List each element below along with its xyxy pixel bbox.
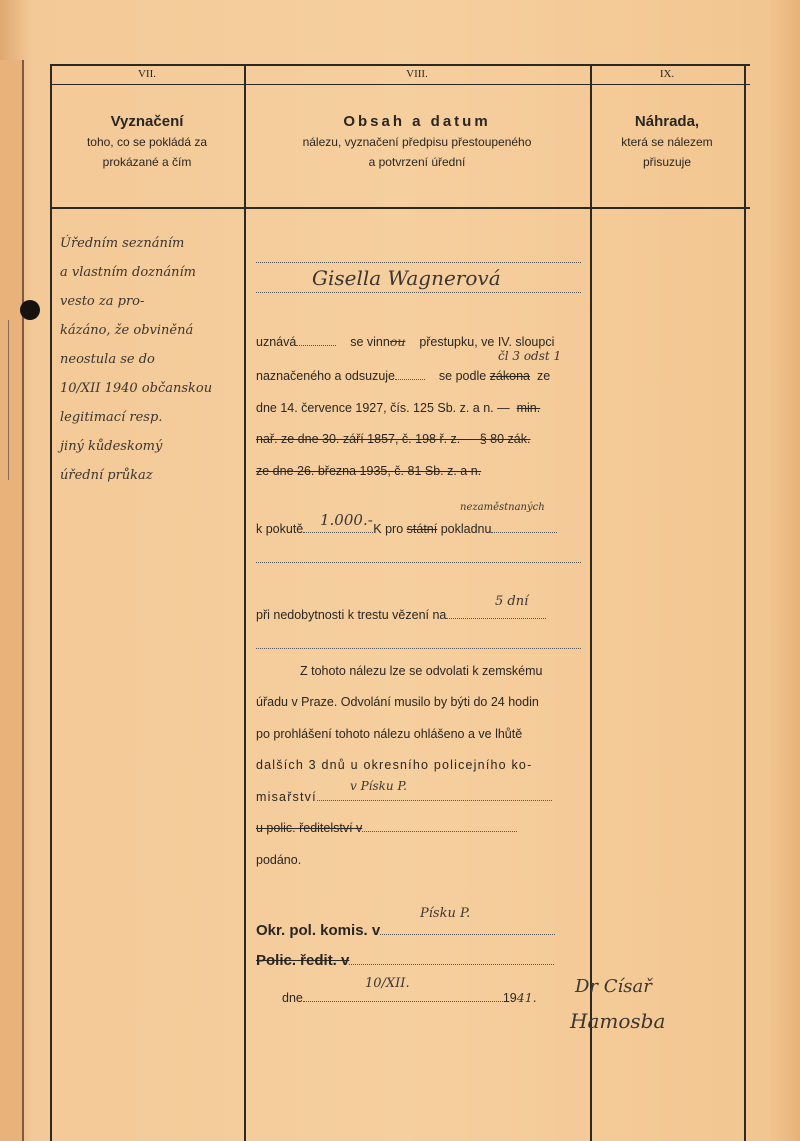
text-polic-redit: Polic. ředit. v — [256, 952, 350, 969]
column-number-vii: VII. — [137, 68, 157, 80]
handwritten-line: Úředním seznáním — [60, 236, 185, 251]
header-col9-title: Náhrada, — [634, 113, 700, 130]
text-polic-reditelstvi: u polic. ředitelství v — [256, 821, 363, 835]
line-polic-reditelstvi — [256, 821, 517, 835]
handwritten-line: 10/XII 1940 občanskou — [60, 381, 213, 396]
dotted-line — [256, 562, 581, 563]
dotted-fill — [395, 379, 425, 380]
text-min: min. — [516, 401, 541, 415]
text-k-pro: K pro — [373, 522, 404, 536]
text-okr-pol-komis: Okr. pol. komis. v — [256, 922, 381, 939]
line-zakon-1935: ze dne 26. března 1935, č. 81 Sb. z. a n. — [256, 464, 482, 478]
punch-hole — [20, 300, 40, 320]
dotted-fill — [303, 532, 373, 533]
dotted-line — [256, 292, 581, 293]
handwritten-fine-amount: 1.000.- — [320, 511, 373, 529]
handwritten-fund: nezaměstnaných — [460, 502, 545, 513]
line-datum-zakona — [256, 401, 540, 415]
column-divider-7-8 — [244, 64, 246, 1141]
text-podano: podáno. — [256, 853, 302, 867]
dotted-fill — [491, 532, 557, 533]
dotted-fill — [296, 345, 336, 346]
dotted-fill — [349, 964, 554, 965]
text-podle: se podle — [438, 369, 487, 383]
dotted-fill — [446, 618, 546, 619]
dotted-fill — [362, 831, 517, 832]
notice-line-2: úřadu v Praze. Odvolání musilo by býti do 24 hodin — [256, 695, 539, 709]
form-table — [50, 64, 750, 1141]
notice-line-1: Z tohoto nálezu lze se odvolati k zemskému — [300, 664, 543, 678]
handwritten-days: 5 dní — [495, 594, 529, 609]
handwritten-line: jiný kůdeskomý — [60, 439, 163, 454]
text-19: 19 — [502, 991, 517, 1005]
header-col8-title: Obsah a datum — [343, 113, 491, 130]
line-naznaceneho — [256, 369, 550, 383]
handwritten-date: 10/XII. — [365, 976, 410, 991]
handwritten-line: legitimací resp. — [60, 410, 163, 425]
text-vinn: se vinn — [350, 335, 390, 349]
text-zakona: zákona — [489, 369, 530, 383]
header-col8-line2: a potvrzení úřední — [368, 155, 466, 169]
header-col9 — [590, 112, 744, 172]
header-col9-line2: přisuzuje — [642, 155, 692, 169]
line-narizeni-1857: nař. ze dne 30. září 1857, č. 198 ř. z. — § 80 zák. — [256, 432, 531, 446]
handwritten-office: v Písku P. — [350, 779, 407, 793]
header-col8-line1: nálezu, vyznačení předpisu přestoupeného — [302, 135, 532, 149]
text-vezeni: při nedobytnosti k trestu vězení na — [256, 608, 447, 622]
text-pokute: k pokutě — [256, 522, 304, 536]
handwritten-line: úřední průkaz — [60, 468, 153, 483]
handwritten-line: a vlastním doznáním — [60, 265, 196, 280]
handwritten-evidence-notes — [60, 229, 245, 490]
text-dne: dne — [282, 991, 303, 1005]
text-statni: státní — [406, 522, 438, 536]
signature-line-1: Dr Císař — [575, 976, 652, 997]
header-col8 — [244, 112, 590, 172]
handwritten-okr-place: Písku P. — [420, 906, 471, 921]
line-komisarstvi — [256, 790, 552, 804]
table-top-border — [50, 64, 750, 66]
line-dne — [282, 990, 537, 1005]
handwritten-year: 41. — [516, 990, 537, 1005]
line-polic-redit — [256, 952, 554, 969]
header-bottom-border — [50, 207, 750, 209]
text-uznava: uznává — [256, 335, 297, 349]
dotted-line — [256, 262, 581, 263]
roman-row-divider — [50, 84, 750, 85]
underlying-page-edge — [0, 60, 24, 1141]
header-col7-title: Vyznačení — [110, 113, 184, 130]
line-vezeni — [256, 608, 546, 622]
dotted-line — [256, 648, 581, 649]
handwritten-paragraph: čl 3 odst 1 — [498, 349, 562, 363]
header-col7-line1: toho, co se pokládá za — [86, 135, 208, 149]
header-col7 — [50, 112, 244, 172]
handwritten-line: kázáno, že obviněná — [60, 323, 194, 338]
handwritten-line: neostula se do — [60, 352, 155, 367]
dotted-fill — [303, 1001, 503, 1002]
text-vinn-ending: ou — [389, 334, 406, 349]
header-col9-line1: která se nálezem — [621, 135, 713, 149]
handwritten-line: vesto za pro- — [60, 294, 145, 309]
table-left-border — [50, 64, 52, 1141]
handwritten-name: Gisella Wagnerová — [312, 266, 501, 290]
signature-line-2: Hamosba — [570, 1009, 666, 1033]
text-prestupku: přestupku, ve IV. sloupci — [419, 335, 555, 349]
text-zakon-1927: dne 14. července 1927, čís. 125 Sb. z. a n. — — [256, 401, 510, 415]
text-ze: ze — [536, 369, 551, 383]
page-edge-line — [8, 320, 21, 480]
line-pokuta — [256, 522, 557, 536]
line-okr-pol-komis — [256, 922, 555, 939]
line-uznava — [256, 334, 554, 349]
table-right-border — [744, 64, 746, 1141]
column-number-viii: VIII. — [406, 68, 428, 80]
header-col7-line2: prokázané a čím — [102, 155, 192, 169]
column-number-ix: IX. — [659, 68, 675, 80]
notice-line-3: po prohlášení tohoto nálezu ohlášeno a ve lhůtě — [256, 727, 523, 741]
notice-line-4: dalších 3 dnů u okresního policejního ko- — [256, 758, 533, 772]
text-pokladnu: pokladnu — [440, 522, 492, 536]
text-misarstvi: misařství — [256, 790, 317, 804]
dotted-fill — [380, 934, 555, 935]
dotted-fill — [317, 800, 552, 801]
text-naznaceneho: naznačeného a odsuzuje — [256, 369, 396, 383]
